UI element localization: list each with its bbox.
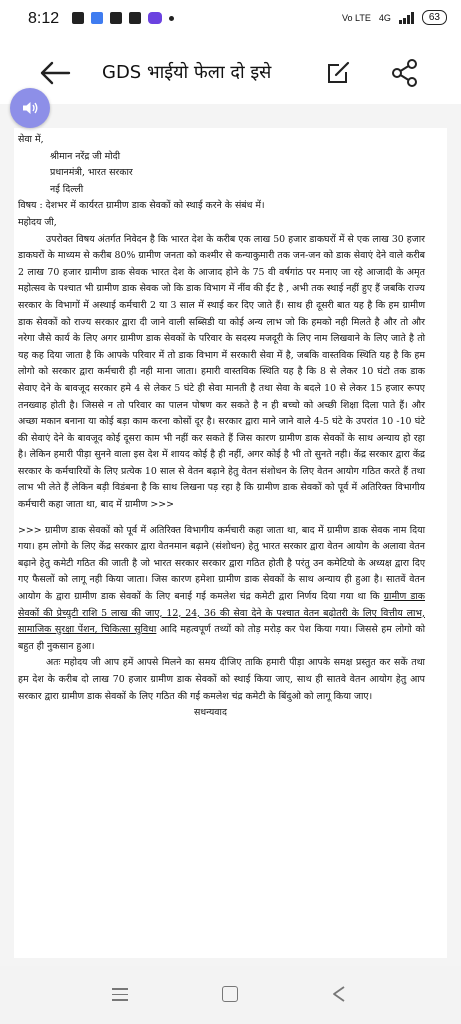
paragraph-1: उपरोक्त विषय अंतर्गत निवेदन है कि भारत देश के करीब एक लाख 50 हजार डाकघरों में से एक लाख 30 हजार डाकघरों के माध्यम से करीब 80% ग्रामीण जनता को कश्मीर से कन्याकुमारी तक जन-जन को डाक सेवाएं देने वाले करीब 2 लाख 70 हजार ग्रामीण डाक सेवक भारत देश के आजाद होने के 75 वी वर्षगांठ पर मनाए जा रहे आजादी के अमृत महोत्सव के पश्चात भी ग्रामीण डाक सेवक जो कि डाक विभाग में नींव की ईंट है , अभी तक स्थाई नहीं हुए हैं जबकि राज्य सरकार के विभागों में अस्थाई कर्मचारी 2 या 3 साल में स्थाई कर दिए जाते हैं। साथ ही दूसरी बात यह है कि हम ग्रामीण डाक सेवकों को राज्य सरकार द्वारा दी जाने वाली सब्सिडी या कोई अन्य लाभ जो कि हमको नही मिलते है और तो और नरेगा जैसे कार्य के लिए अगर ग्रामीण डाक सेवकों के परिवार के सदस्य मजदूरी के लिए नाम लिखवाने के लिए जाते है तो यह कह दिया जाता है कि आपके परिवार में तो डाक विभाग में सरकारी सेवा में है, जबकि वास्तविक स्थिति यह है कि हम लोगो को सरकार द्वारा कर्मचारी ही नही माना जाता। हमारी वास्तविक स्थिति यह है कि 8 से लेकर 10 घंटो तक डाक सेवाए देने के बावजूद सरकार हमे 4 से लेकर 5 घंटे ही सेवा मानती है तथा सेवा के बदले 10 से लेकर 15 हजार रूपए तनख्वाह होती है। जिससे न तो परिवार का पालन पोषण कर सकते है न ही बच्चो को अच्छी शिक्षा दिला पाते हैं। और अच्छा मकान बनाना या कोई बड़ा काम करना कोसों दूर है। सरकार द्वारा माने जाने वाले 4-5 घंटे के उपरांत 10 -10 घंटे की सेवाएं देने के बावजूद कोई दूसरा काम भी नहीं कर सकते हैं जिस कारण ग्रामीण डाक सेवकों के साथ अन्याय हो रहा है। लेकिन हमारी पीड़ा सुनने वाला इस देश में शायद कोई है ही नहीं, अगर कोई है भी तो सुनते नही। केंद्र सरकार द्वारा केंद्र सरकार के कर्मचारियों के लिए प्रत्येक 10 साल से वेतन बढ़ाने हेतु वेतन संशोधन के लिए वेतन आयोग गठित करते हैं तथा लाभ भी लेते हैं लेकिन बड़ी विडंबना है कि साथ लिखना पड़ रहा है कि ग्रामीण डाक सेवकों को पूर्व में अतिरिक्त विभागीय कर्मचारी कहा जाता था, बाद में ग्रामीण >>>: [18, 233, 425, 511]
volte-label: Vo LTE: [342, 12, 371, 23]
paragraph-2: [18, 523, 425, 656]
paragraph-3: अतः महोदय जी आप हमें आपसे मिलने का समय दीजिए ताकि हमारी पीड़ा आपके समक्ष प्रस्तुत कर सकें तथा हम देश के करीब दो लाख 70 हजार ग्रामीण डाक सेवकों को स्थाई किया जाए, साथ ही सातवे वेतन आयोग हेतु आप सरकार द्वारा ग्रामीण डाक सेवकों के लिए गठित की गई कमलेश चंद्र कमेटी के बिंदुओ को लागू किया जाए।: [18, 657, 425, 702]
back-icon[interactable]: [330, 985, 348, 1003]
notification-app2-icon: [129, 12, 141, 24]
subject-line: विषय : देशभर में कार्यरत ग्रामीण डाक सेवकों को स्थाई करने के संबंध में।: [18, 200, 265, 212]
paragraph-2-end: आदि महत्वपूर्ण तथ्यों को तोड़ मरोड़ कर पेश किया गया। जिससे हम लोगो को बहुत ही नुकसान हुआ।: [18, 624, 425, 652]
address-line-name: श्रीमान नरेंद्र जी मोदी: [50, 150, 121, 162]
paragraph-2-text: >>> ग्रामीण डाक सेवकों को पूर्व में अतिरिक्त विभागीय कर्मचारी कहा जाता था, बाद में ग्रामीण डाक सेवक नाम दिया गया। हम लोगो के लिए केंद्र सरकार द्वारा वेतनमान बढ़ाने (संशोधन) हेतु भारत सरकार द्वारा वेतन आयोग के अलावा वेतन बढ़ाने हेतु कमेटी गठित की जाती है जो भारत सरकार सरकार द्वारा गठित होती है परंतु उन कमेटियो के अध्यक्ष द्वारा दिए गए फैसलों को लागू नही किया जाता। जिस कारण हमेशा ग्रामीण डाक सेवकों के साथ अन्याय ही हुआ है। सातवें वेतन आयोग के द्वारा ग्रामीण डाक सेवकों के लिए बनाई गई कमलेश चंद्र कमेटी द्वारा निर्णय दिया गया था कि: [18, 524, 425, 603]
back-arrow-icon[interactable]: [38, 60, 72, 86]
tts-button[interactable]: [10, 88, 50, 128]
greeting: महोदय जी,: [18, 216, 57, 228]
notification-icons: [72, 12, 174, 24]
edit-icon[interactable]: [325, 60, 351, 86]
salutation: सेवा में,: [18, 134, 44, 145]
notification-app-icon: [72, 12, 84, 24]
address-line-title: प्रधानमंत्री, भारत सरकार: [50, 167, 133, 179]
signal-strength-icon: [399, 12, 414, 24]
document-viewer[interactable]: [0, 104, 461, 966]
address-line-city: नई दिल्ली: [50, 183, 84, 195]
status-time: 8:12: [28, 10, 60, 27]
battery-icon: 63: [422, 10, 447, 25]
system-indicators: [342, 10, 447, 25]
letter-body: [18, 132, 425, 722]
home-icon[interactable]: [222, 986, 238, 1002]
paragraph-2-underlined: ग्रामीण डाक सेवकों की प्रेच्युटी राशि 5 लाख की जाए, 12, 24, 36 की सेवा देने के पश्चात वेतन बढ़ोतरी के लिए वित्तीय लाभ, सामाजिक सुरक्षा पेंशन, चिकित्सा सुविधा: [18, 591, 426, 636]
share-icon[interactable]: [390, 58, 420, 88]
speaker-icon: [21, 99, 39, 117]
document-page: [14, 128, 447, 958]
status-bar: [0, 0, 461, 40]
notification-youtube-icon: [110, 12, 122, 24]
notification-game-icon: [148, 12, 162, 24]
notification-messenger-icon: [91, 12, 103, 24]
more-notifications-dot-icon: [169, 16, 174, 21]
network-type-label: 4G: [378, 12, 391, 23]
app-bar: [0, 50, 461, 96]
closing: सधन्यवाद: [194, 707, 227, 719]
recent-apps-icon[interactable]: [112, 988, 128, 1005]
system-nav-bar: [0, 966, 461, 1024]
page-title: GDS भाईयो फेला दो इसे: [102, 62, 272, 83]
